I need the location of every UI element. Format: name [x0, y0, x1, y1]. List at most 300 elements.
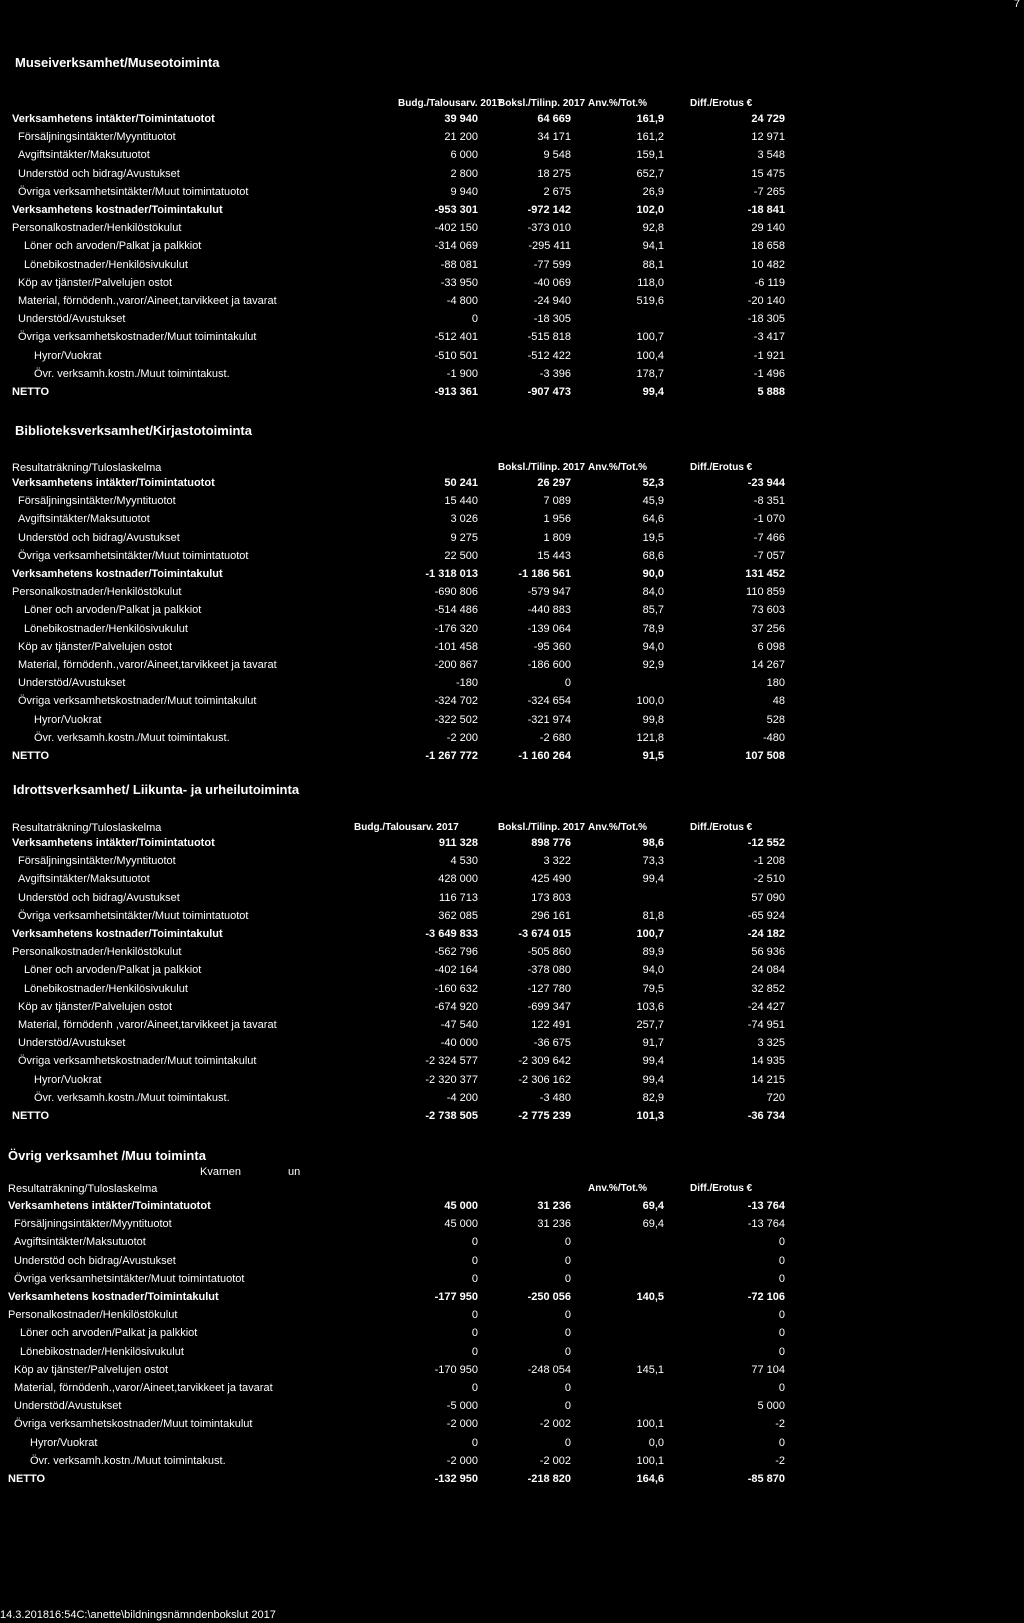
row-label: Personalkostnader/Henkilöstökulut [12, 586, 182, 599]
cell-diff: -1 921 [753, 349, 785, 362]
cell-diff: 0 [778, 1345, 785, 1358]
row-label: Försäljningsintäkter/Myyntituotot [18, 131, 176, 144]
row-label: Verksamhetens kostnader/Toimintakulut [12, 928, 223, 940]
cell-budget: 0 [471, 1309, 478, 1322]
cell-budget: 428 000 [438, 873, 478, 886]
cell-pct: 161,2 [636, 131, 664, 144]
cell-budget: -132 950 [434, 1473, 478, 1485]
cell-actual: 1 956 [543, 513, 571, 526]
cell-diff: 18 658 [751, 240, 785, 253]
cell-diff: 24 729 [751, 113, 785, 125]
column-header-diff: Diff./Erotus € [690, 1183, 753, 1194]
row-label: Verksamhetens intäkter/Toimintatuotot [8, 1200, 211, 1212]
cell-diff: 37 256 [751, 622, 785, 635]
section-title: Museiverksamhet/Museotoiminta [15, 55, 220, 70]
cell-actual: -250 056 [527, 1291, 571, 1303]
cell-budget: -953 301 [434, 204, 478, 216]
cell-pct: 159,1 [636, 149, 664, 162]
cell-actual: -324 654 [527, 695, 571, 708]
cell-diff: 56 936 [751, 946, 785, 959]
cell-actual: 34 171 [537, 131, 571, 144]
cell-diff: 12 971 [751, 131, 785, 144]
cell-budget: 0 [471, 1345, 478, 1358]
cell-actual: -378 080 [527, 964, 571, 977]
cell-budget: 0 [471, 1327, 478, 1340]
row-label: Lönebikostnader/Henkilösivukulut [20, 1345, 184, 1358]
cell-diff: -24 427 [747, 1000, 785, 1013]
cell-diff: -2 510 [753, 873, 785, 886]
cell-actual: 122 491 [531, 1019, 571, 1031]
cell-diff: -72 106 [747, 1291, 785, 1303]
cell-actual: -373 010 [527, 222, 571, 235]
row-label: Lönebikostnader/Henkilösivukulut [24, 622, 188, 635]
row-label: Övr. verksamh.kostn./Muut toimintakust. [34, 1091, 230, 1104]
row-label: Övr. verksamh.kostn./Muut toimintakust. [34, 367, 230, 380]
cell-pct: 92,9 [642, 659, 664, 671]
row-label: Understöd och bidrag/Avustukset [18, 891, 180, 904]
cell-diff: -1 208 [753, 855, 785, 868]
cell-actual: -3 674 015 [518, 928, 571, 940]
cell-actual: -1 186 561 [518, 568, 571, 580]
row-label: Löner och arvoden/Palkat ja palkkiot [24, 604, 202, 617]
cell-budget: 0 [471, 1254, 478, 1267]
cell-budget: -1 318 013 [425, 568, 478, 580]
column-header-pct: Anv.%/Tot.% [588, 822, 648, 833]
row-label: Material, förnödenh.,varor/Aineet,tarvikkeet ja tavarat [18, 295, 277, 307]
cell-pct: 19,5 [642, 531, 664, 544]
row-label: Avgiftsintäkter/Maksutuotot [18, 513, 150, 526]
row-label: Köp av tjänster/Palvelujen ostot [14, 1363, 169, 1376]
cell-actual: -2 309 642 [518, 1055, 571, 1068]
cell-pct: 100,4 [636, 349, 664, 362]
cell-actual: -440 883 [527, 604, 571, 617]
cell-diff: 14 935 [751, 1055, 785, 1068]
cell-diff: 57 090 [751, 891, 785, 904]
column-header-pct: Anv.%/Tot.% [588, 1183, 648, 1194]
cell-budget: -200 867 [434, 659, 478, 671]
cell-diff: 10 482 [751, 258, 785, 271]
cell-budget: 9 275 [450, 531, 478, 544]
cell-actual: 173 803 [531, 891, 571, 904]
cell-pct: 178,7 [636, 367, 664, 380]
cell-budget: -322 502 [434, 713, 478, 726]
cell-actual: 3 322 [543, 855, 571, 868]
cell-diff: -2 [775, 1454, 785, 1467]
cell-budget: -2 324 577 [425, 1055, 478, 1068]
cell-actual: 0 [564, 1436, 571, 1449]
cell-diff: 0 [778, 1309, 785, 1322]
cell-actual: 0 [564, 1254, 571, 1267]
cell-actual: -321 974 [527, 713, 571, 726]
column-header-budget: Budg./Talousarv. 2017 [354, 822, 459, 833]
section-subtitle-2: un [288, 1166, 301, 1178]
cell-diff: 0 [778, 1382, 785, 1394]
cell-diff: 0 [778, 1236, 785, 1249]
cell-budget: -88 081 [440, 258, 478, 271]
cell-actual: -2 002 [539, 1454, 571, 1467]
cell-budget: 39 940 [444, 113, 478, 125]
cell-pct: 102,0 [636, 204, 664, 216]
cell-diff: -85 870 [747, 1473, 785, 1485]
cell-diff: 0 [778, 1272, 785, 1285]
cell-pct: 81,8 [642, 909, 664, 922]
cell-budget: -160 632 [434, 982, 478, 995]
cell-diff: -23 944 [747, 477, 785, 489]
cell-actual: -2 775 239 [518, 1110, 571, 1122]
cell-budget: 3 026 [450, 513, 478, 526]
cell-actual: 31 236 [537, 1200, 571, 1212]
cell-pct: 519,6 [636, 295, 664, 307]
cell-diff: 73 603 [751, 604, 785, 617]
row-label: Löner och arvoden/Palkat ja palkkiot [24, 240, 202, 253]
header-label: Resultaträkning/Tuloslaskelma [12, 822, 162, 834]
cell-budget: 45 000 [444, 1200, 478, 1212]
row-label: Personalkostnader/Henkilöstökulut [12, 222, 182, 235]
cell-diff: -36 734 [747, 1110, 785, 1122]
row-label: Övriga verksamhetsintäkter/Muut toimintatuotot [18, 549, 249, 562]
cell-pct: 99,4 [642, 1055, 664, 1068]
cell-actual: -218 820 [527, 1473, 571, 1485]
cell-actual: -515 818 [527, 331, 571, 344]
section-title: Biblioteksverksamhet/Kirjastotoiminta [15, 423, 252, 438]
row-label: NETTO [12, 1110, 50, 1122]
cell-diff: -1 496 [753, 367, 785, 380]
cell-actual: 64 669 [537, 113, 571, 125]
cell-pct: 73,3 [642, 855, 664, 868]
cell-diff: 5 000 [757, 1400, 785, 1413]
cell-budget: 911 328 [438, 837, 478, 849]
row-label: Avgiftsintäkter/Maksutuotot [18, 873, 150, 886]
cell-actual: 0 [564, 1272, 571, 1285]
row-label: Övr. verksamh.kostn./Muut toimintakust. [30, 1454, 226, 1467]
cell-budget: -674 920 [434, 1000, 478, 1013]
cell-diff: 14 267 [751, 659, 785, 671]
cell-pct: 0,0 [648, 1436, 664, 1449]
row-label: Understöd/Avustukset [18, 677, 126, 690]
column-header-budget: Budg./Talousarv. 2017 [398, 98, 503, 109]
cell-diff: 107 508 [745, 750, 785, 762]
cell-budget: -2 320 377 [425, 1073, 478, 1086]
cell-actual: 0 [564, 1327, 571, 1340]
cell-actual: -139 064 [527, 622, 571, 635]
cell-pct: 69,4 [642, 1218, 664, 1231]
cell-pct: 98,6 [642, 837, 664, 849]
cell-actual: 7 089 [543, 495, 571, 508]
cell-actual: -95 360 [533, 640, 571, 653]
cell-pct: 52,3 [642, 477, 664, 489]
row-label: NETTO [12, 386, 50, 398]
cell-diff: -12 552 [747, 837, 785, 849]
cell-pct: 100,1 [636, 1454, 664, 1467]
cell-diff: -8 351 [753, 495, 785, 508]
cell-actual: -24 940 [533, 295, 571, 307]
cell-diff: -3 417 [753, 331, 785, 344]
row-label: Material, förnödenh.,varor/Aineet,tarvikkeet ja tavarat [14, 1382, 273, 1394]
cell-budget: 2 800 [450, 167, 478, 180]
cell-pct: 161,9 [636, 113, 664, 125]
cell-diff: -13 764 [747, 1200, 785, 1212]
row-label: Verksamhetens intäkter/Toimintatuotot [12, 477, 215, 489]
cell-actual: -512 422 [527, 349, 571, 362]
row-label: Löner och arvoden/Palkat ja palkkiot [24, 964, 202, 977]
cell-diff: 3 548 [757, 149, 785, 162]
cell-actual: -579 947 [527, 586, 571, 599]
cell-pct: 45,9 [642, 495, 664, 508]
row-label: Understöd/Avustukset [18, 313, 126, 326]
row-label: Övriga verksamhetsintäkter/Muut toimintatuotot [18, 185, 249, 198]
cell-pct: 90,0 [642, 568, 664, 580]
cell-pct: 94,0 [642, 640, 664, 653]
cell-budget: -47 540 [440, 1019, 478, 1031]
cell-diff: -7 265 [753, 185, 785, 198]
row-label: Hyror/Vuokrat [34, 349, 102, 362]
cell-diff: -6 119 [754, 276, 785, 289]
cell-budget: -2 000 [446, 1418, 478, 1431]
column-header-diff: Diff./Erotus € [690, 462, 753, 473]
column-header-diff: Diff./Erotus € [690, 98, 753, 109]
row-label: Försäljningsintäkter/Myyntituotot [18, 495, 176, 508]
cell-diff: 3 325 [757, 1037, 785, 1050]
cell-actual: -186 600 [527, 659, 571, 671]
row-label: Övriga verksamhetsintäkter/Muut toimintatuotot [14, 1272, 245, 1285]
row-label: Övriga verksamhetskostnader/Muut toimintakulut [18, 331, 257, 344]
cell-budget: 9 940 [450, 185, 478, 198]
cell-pct: 101,3 [636, 1110, 664, 1122]
cell-diff: 14 215 [751, 1073, 785, 1086]
section-subtitle: Kvarnen [200, 1166, 241, 1178]
row-label: Hyror/Vuokrat [34, 713, 102, 726]
cell-budget: -101 458 [434, 640, 478, 653]
cell-pct: 99,4 [642, 873, 664, 886]
cell-actual: -36 675 [533, 1037, 571, 1050]
cell-actual: 1 809 [543, 531, 571, 544]
cell-budget: -324 702 [434, 695, 478, 708]
cell-budget: -510 501 [434, 349, 478, 362]
cell-actual: 18 275 [537, 167, 571, 180]
row-label: Försäljningsintäkter/Myyntituotot [14, 1218, 172, 1231]
cell-actual: 425 490 [531, 873, 571, 886]
cell-budget: -512 401 [434, 331, 478, 344]
row-label: Understöd och bidrag/Avustukset [14, 1254, 176, 1267]
cell-budget: -177 950 [434, 1291, 478, 1303]
cell-pct: 84,0 [642, 586, 664, 599]
cell-pct: 100,1 [636, 1418, 664, 1431]
cell-actual: 0 [564, 1382, 571, 1394]
cell-pct: 68,6 [642, 549, 664, 562]
cell-budget: 0 [471, 1436, 478, 1449]
cell-diff: 110 859 [746, 586, 785, 599]
cell-budget: -176 320 [434, 622, 478, 635]
cell-actual: 15 443 [537, 549, 571, 562]
cell-actual: 26 297 [537, 477, 571, 489]
cell-budget: 45 000 [444, 1218, 478, 1231]
cell-budget: -4 800 [446, 295, 478, 307]
cell-diff: 32 852 [751, 982, 785, 995]
cell-pct: 26,9 [642, 185, 664, 198]
cell-budget: 0 [471, 313, 478, 326]
column-header-actual: Boksl./Tilinp. 2017 [498, 462, 586, 473]
cell-budget: -690 806 [434, 586, 478, 599]
section-title: Idrottsverksamhet/ Liikunta- ja urheilutoiminta [13, 782, 300, 797]
cell-actual: -907 473 [527, 386, 571, 398]
cell-budget: -3 649 833 [425, 928, 478, 940]
row-label: Köp av tjänster/Palvelujen ostot [18, 640, 173, 653]
cell-pct: 94,1 [642, 240, 664, 253]
cell-budget: -1 267 772 [425, 750, 478, 762]
section-title: Övrig verksamhet /Muu toiminta [8, 1148, 206, 1163]
cell-actual: 0 [564, 1236, 571, 1249]
cell-diff: 0 [778, 1327, 785, 1340]
row-label: NETTO [12, 750, 50, 762]
cell-pct: 85,7 [642, 604, 664, 617]
cell-pct: 69,4 [642, 1200, 664, 1212]
cell-diff: 180 [766, 677, 785, 690]
column-header-pct: Anv.%/Tot.% [588, 462, 648, 473]
row-label: Verksamhetens kostnader/Toimintakulut [8, 1291, 219, 1303]
cell-pct: 164,6 [636, 1473, 664, 1485]
cell-budget: 50 241 [444, 477, 478, 489]
row-label: Personalkostnader/Henkilöstökulut [8, 1309, 178, 1322]
cell-diff: 5 888 [757, 386, 785, 398]
cell-actual: -40 069 [533, 276, 571, 289]
cell-actual: -3 480 [539, 1091, 571, 1104]
cell-diff: -24 182 [747, 928, 785, 940]
cell-diff: -1 070 [753, 513, 785, 526]
cell-pct: 100,7 [636, 928, 664, 940]
cell-budget: 21 200 [444, 131, 478, 144]
cell-actual: 0 [564, 1345, 571, 1358]
row-label: Personalkostnader/Henkilöstökulut [12, 946, 182, 959]
cell-actual: -77 599 [533, 258, 571, 271]
cell-pct: 79,5 [642, 982, 664, 995]
cell-diff: -7 466 [753, 531, 785, 544]
cell-diff: -13 764 [747, 1218, 785, 1231]
cell-actual: 2 675 [543, 185, 571, 198]
row-label: Hyror/Vuokrat [30, 1436, 98, 1449]
cell-diff: 6 098 [757, 640, 785, 653]
cell-actual: 0 [564, 1309, 571, 1322]
cell-diff: 528 [766, 713, 785, 726]
cell-pct: 82,9 [642, 1091, 664, 1104]
cell-pct: 121,8 [636, 731, 664, 744]
column-header-actual: Boksl./Tilinp. 2017 [498, 98, 586, 109]
row-label: Material, förnödenh ,varor/Aineet,tarvikkeet ja tavarat [18, 1019, 277, 1031]
row-label: Avgiftsintäkter/Maksutuotot [18, 149, 150, 162]
row-label: Material, förnödenh.,varor/Aineet,tarvikkeet ja tavarat [18, 659, 277, 671]
cell-budget: 6 000 [450, 149, 478, 162]
row-label: Övriga verksamhetsintäkter/Muut toimintatuotot [18, 909, 249, 922]
row-label: Köp av tjänster/Palvelujen ostot [18, 1000, 173, 1013]
cell-budget: -2 000 [446, 1454, 478, 1467]
cell-pct: 94,0 [642, 964, 664, 977]
cell-diff: -18 841 [747, 204, 785, 216]
cell-pct: 91,7 [642, 1037, 664, 1050]
cell-diff: 15 475 [751, 167, 785, 180]
row-label: Övriga verksamhetskostnader/Muut toimintakulut [18, 1055, 257, 1068]
page-number: 7 [1013, 0, 1020, 10]
cell-actual: -295 411 [528, 240, 571, 253]
cell-budget: -2 738 505 [425, 1110, 478, 1122]
row-label: Löner och arvoden/Palkat ja palkkiot [20, 1327, 198, 1340]
row-label: Verksamhetens intäkter/Toimintatuotot [12, 113, 215, 125]
cell-budget: -402 150 [434, 222, 478, 235]
cell-budget: -40 000 [440, 1037, 478, 1050]
cell-actual: -3 396 [539, 367, 571, 380]
column-header-actual: Boksl./Tilinp. 2017 [498, 822, 586, 833]
row-label: Hyror/Vuokrat [34, 1073, 102, 1086]
row-label: Understöd/Avustukset [14, 1400, 122, 1413]
row-label: Köp av tjänster/Palvelujen ostot [18, 276, 173, 289]
cell-budget: 15 440 [444, 495, 478, 508]
cell-diff: 48 [772, 695, 785, 708]
row-label: Avgiftsintäkter/Maksutuotot [14, 1236, 146, 1249]
cell-pct: 88,1 [642, 258, 664, 271]
cell-pct: 118,0 [637, 276, 664, 289]
cell-pct: 257,7 [636, 1019, 664, 1031]
cell-diff: 0 [778, 1436, 785, 1449]
cell-budget: -562 796 [434, 946, 478, 959]
cell-actual: -699 347 [527, 1000, 571, 1013]
cell-actual: -972 142 [527, 204, 571, 216]
cell-pct: 103,6 [636, 1000, 664, 1013]
row-label: Verksamhetens kostnader/Toimintakulut [12, 204, 223, 216]
cell-actual: 0 [564, 677, 571, 690]
cell-pct: 78,9 [642, 622, 664, 635]
row-label: Försäljningsintäkter/Myyntituotot [18, 855, 176, 868]
row-label: Övriga verksamhetskostnader/Muut toimintakulut [18, 695, 257, 708]
cell-budget: 0 [471, 1272, 478, 1285]
cell-pct: 100,0 [636, 695, 664, 708]
cell-budget: -180 [455, 677, 478, 690]
cell-pct: 99,4 [642, 386, 664, 398]
cell-diff: -2 [775, 1418, 785, 1431]
row-label: Lönebikostnader/Henkilösivukulut [24, 258, 188, 271]
cell-actual: 898 776 [531, 837, 571, 849]
cell-diff: 29 140 [751, 222, 785, 235]
cell-budget: 22 500 [444, 549, 478, 562]
cell-diff: -74 951 [747, 1019, 785, 1031]
column-header-diff: Diff./Erotus € [690, 822, 753, 833]
cell-pct: 99,8 [642, 713, 664, 726]
footer-path: 14.3.201816:54C:\anette\bildningsnämndenbokslut 2017 [0, 1609, 276, 1621]
cell-pct: 92,8 [642, 222, 664, 235]
cell-budget: 362 085 [438, 909, 478, 922]
cell-actual: -2 306 162 [518, 1073, 571, 1086]
cell-actual: 0 [564, 1400, 571, 1413]
cell-budget: -5 000 [446, 1400, 478, 1413]
row-label: Övr. verksamh.kostn./Muut toimintakust. [34, 731, 230, 744]
header-label: Resultaträkning/Tuloslaskelma [12, 462, 162, 474]
cell-diff: -65 924 [747, 909, 785, 922]
cell-actual: -2 002 [539, 1418, 571, 1431]
cell-budget: -913 361 [434, 386, 478, 398]
cell-pct: 99,4 [642, 1073, 664, 1086]
cell-actual: -127 780 [527, 982, 571, 995]
cell-budget: -314 069 [434, 240, 478, 253]
cell-diff: -7 057 [753, 549, 785, 562]
cell-budget: -2 200 [446, 731, 478, 744]
cell-actual: -2 680 [539, 731, 571, 744]
cell-actual: 296 161 [531, 909, 571, 922]
cell-actual: -248 054 [527, 1363, 571, 1376]
cell-actual: 9 548 [543, 149, 571, 162]
cell-diff: 24 084 [751, 964, 785, 977]
cell-pct: 91,5 [642, 750, 664, 762]
cell-budget: -4 200 [446, 1091, 478, 1104]
cell-budget: 0 [471, 1236, 478, 1249]
row-label: Verksamhetens intäkter/Toimintatuotot [12, 837, 215, 849]
cell-diff: -18 305 [747, 313, 785, 326]
